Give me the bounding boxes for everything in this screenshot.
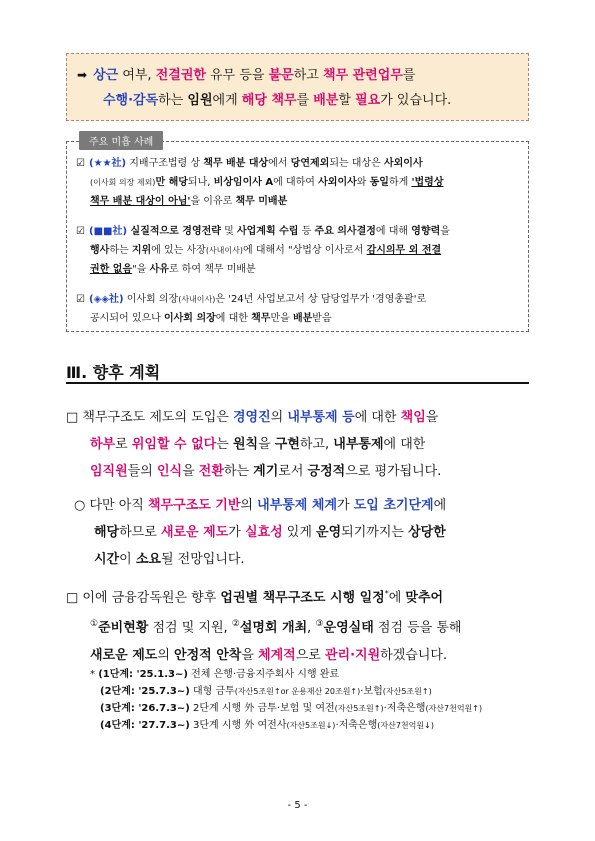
example-text: 이사회 의장 [163,313,216,324]
circle-bullet-icon: ○ [74,498,86,513]
paragraph-text: 임직원 [90,464,128,479]
example-item-1 [76,154,524,211]
example-text: 사유 [149,264,169,275]
paragraph-text: 운영 [316,525,342,540]
callout-line-2 [77,88,520,113]
paragraph-text: 으로 [295,647,325,663]
paragraph-text: 을 [182,464,199,479]
example-text: 만 해당 [155,177,188,188]
example-text: 에 대해서 "상법상 이사로서 [242,245,367,256]
page-number: - 5 - [287,800,308,811]
example-text: 되는 대상은 [329,158,384,169]
example-text: 등 [298,226,315,237]
paragraph-text: 는 [216,437,233,452]
footnote-marker: * [90,669,99,680]
paragraph-text: 새로운 제도 [160,525,229,540]
arrow-icon: ➡ [77,68,88,82]
example-text: 지배구조법령 상 [126,158,204,169]
paragraph-text: 점검 및 지원, [148,620,232,636]
footnote-text: 전체 은행·금융지주회사 시행 완료 [187,669,340,680]
footnote-text: ·보험 [360,686,383,697]
example-text: 비상임이사 A [213,177,274,188]
footnote-text: ·저축은행 [335,720,378,731]
example-text: 및 [220,226,237,237]
footnote-text: 2단계 시행 外 금투·보험 및 여전 [189,703,335,714]
paragraph-text: 관리·지원 [325,647,381,663]
schedule-footnotes [90,666,482,734]
example-text: 만을 [270,313,293,324]
example-text: 책무 [251,313,271,324]
paragraph-text: 내부통제 체계 [257,498,337,513]
example-text: 에 있는 사장 [151,245,206,256]
example-text: 영향력 [411,226,441,237]
paragraph-text: 맞추어 [405,590,444,606]
example-text: "을 [132,264,150,275]
paragraph-text: 가 [337,498,354,513]
paragraph-text: 의 [157,647,175,663]
paragraph-text: 시간 [94,552,120,567]
footnote-text: (자산5조원↓) [286,721,336,730]
checkbox-icon: ☑ [76,294,85,305]
example-text: '법령상 [411,177,444,188]
example-text: (사내이사) [178,295,216,304]
callout-text: 수행·감독 [103,93,159,108]
callout-text: 하는 [158,93,188,108]
example-text: 책무 배분 대상이 아님' [90,196,191,207]
paragraph-text: 이에 금융감독원은 향후 [78,590,221,606]
paragraph-text: 로 [115,437,132,452]
paragraph-text: 을 [241,647,259,663]
checkbox-icon: ☑ [76,226,85,237]
example-text: 은 '24년 사업보고서 상 담당업무가 '경영총괄'로 [215,294,427,305]
footnote-marker: * [384,589,389,598]
footnote-text: (자산7천억원↓) [377,721,434,730]
paragraph-text: 계기 [253,464,279,479]
callout-text: 를 [402,68,416,83]
paragraph-text: 안정적 안착 [174,647,242,663]
example-text: 에서 [268,158,291,169]
section-divider [66,382,529,384]
paragraph-text: 의 [270,410,288,425]
example-text: 사업계획 수립 [236,226,299,237]
paragraph-text: 로서 [278,464,308,479]
example-text: 책무 미배분 [235,196,288,207]
example-text: 책무 배분 대상 [203,158,269,169]
paragraph-text: 으로 평가됩니다. [345,464,442,479]
example-text: 받음 [312,313,332,324]
footnote-text: (4단계: '27.7.3~) [100,720,190,731]
callout-text: 전결권한 [155,68,206,83]
paragraph-text: 해당 [94,525,120,540]
example-text: 와 [356,177,370,188]
square-bullet-icon: □ [66,410,79,425]
paragraph-text: 에 대한 [354,410,401,425]
paragraph-2 [74,492,446,573]
paragraph-text: 준비현황 [98,620,149,636]
paragraph-text: 책무구조도 제도의 도입은 [78,410,233,425]
example-item-2 [76,222,524,279]
paragraph-text: 전환 [198,464,224,479]
paragraph-text: , [307,620,316,636]
paragraph-text: 내부통제 [333,437,384,452]
footnote-text: (자산7천억원↑) [425,704,483,713]
example-text: 실질적으로 경영전략 [127,226,221,237]
example-text: 사외이사 [383,158,423,169]
example-text: 동일 [369,177,389,188]
callout-line-1 [77,63,520,88]
paragraph-text: 의 [240,498,258,513]
paragraph-text: 있게 [282,525,317,540]
example-text: 배분 [292,313,313,324]
callout-text: 가 있습니다. [380,93,452,108]
paragraph-text: 가 [228,525,245,540]
callout-box [66,53,529,121]
paragraph-text: 책임 [400,410,426,425]
paragraph-text: 내부통제 등 [287,410,355,425]
example-text: 에 대하여 [273,177,319,188]
paragraph-text: 인식 [156,464,183,479]
paragraph-text: 다만 아직 [85,498,148,513]
callout-text: 에게 [212,93,242,108]
paragraph-text: 에 대한 [383,437,426,452]
example-text: 권한 없음 [90,264,133,275]
checkbox-icon: ☑ [76,158,85,169]
paragraph-text: 을 [425,410,439,425]
paragraph-text: 운영실태 [323,620,374,636]
example-mark: (◈◈社) [89,294,124,305]
example-text: 지위 [131,245,152,256]
paragraph-text: 새로운 제도 [90,647,158,663]
example-text: 이사회 의장 [123,294,179,305]
paragraph-text: 에 [433,498,447,513]
paragraph-text: 이 [119,552,136,567]
paragraph-text: 소요 [135,552,161,567]
callout-text: 필요 [355,93,381,108]
paragraph-text: 하므로 [119,525,161,540]
footnote-text: (3단계: '26.7.3~) [100,703,190,714]
paragraph-text: 체계적 [258,647,296,663]
circled-number: ② [231,619,240,630]
callout-text: 임원 [187,93,213,108]
example-text: 을 [440,226,450,237]
paragraph-text: 되기까지는 [341,525,409,540]
footnote-text: 3단계 시행 外 여전사 [189,720,287,731]
circled-number: ① [90,619,99,630]
section-title: Ⅲ. 향후 계획 [66,363,161,382]
example-text: 주요 의사결정 [314,226,376,237]
paragraph-text: 긍정적 [307,464,346,479]
paragraph-text: 하는 [223,464,254,479]
footnote-text: (2단계: '25.7.3~) [100,686,190,697]
paragraph-1 [66,404,441,485]
example-text: 에 대해 [375,226,412,237]
paragraph-text: 원칙 [232,437,259,452]
callout-text: 상근 [93,68,119,83]
paragraph-text: 상당한 [408,525,446,540]
circled-number: ③ [315,619,324,630]
paragraph-3 [66,580,462,669]
example-text: 감시의무 외 전결 [366,245,442,256]
callout-text: 해당 책무 [241,93,297,108]
example-mark: (■■社) [89,226,128,237]
footnote-text: (자산5조원↑or 운용재산 20조원↑) [234,687,361,696]
paragraph-text: 구현 [274,437,300,452]
example-text: 하는 [109,245,132,256]
example-text: 당연제외 [290,158,330,169]
example-text: 하게 [388,177,412,188]
footnote-text: (자산5조원↑) [334,704,384,713]
example-mark: (★★社) [89,158,127,169]
callout-text: 불문 [268,68,294,83]
paragraph-text: 하부 [90,437,116,452]
paragraph-text: 책무구조도 기반 [147,498,241,513]
callout-text: 책무 관련업무 [322,68,403,83]
paragraph-text: 위임할 수 없다 [131,437,217,452]
paragraph-text: 들의 [127,464,157,479]
paragraph-text: 경영진 [232,410,271,425]
example-text: 되나, [187,177,214,188]
example-text: 로 하여 책무 미배분 [168,264,256,275]
paragraph-text: 실효성 [244,525,283,540]
callout-text: 여부, [118,68,156,83]
paragraph-text: 될 전망입니다. [160,552,245,567]
footnote-text: ·저축은행 [383,703,426,714]
examples-tag: 주요 미흡 사례 [79,131,163,150]
example-item-3 [76,290,524,328]
paragraph-text: 업권별 책무구조도 시행 일정 [220,590,385,606]
example-text: 행사 [90,245,110,256]
example-text: 공시되어 있으나 [90,313,164,324]
callout-text: 유무 등을 [205,68,269,83]
example-text: 에 대한 [215,313,252,324]
paragraph-text: 설명회 개최 [239,620,308,636]
footnote-text: (자산5조원↑) [382,687,432,696]
paragraph-text: 하고, [299,437,334,452]
paragraph-text: 하겠습니다. [380,647,448,663]
paragraph-text: 에 [388,590,406,606]
callout-text: 를 [296,93,314,108]
footnote-text: (1단계: '25.1.3~) [98,669,188,680]
callout-text: 하고 [293,68,323,83]
example-text: 사외이사 [318,177,357,188]
example-text: 을 이유로 [190,196,236,207]
paragraph-text: 을 [258,437,275,452]
footnote-text: 대형 금투 [189,686,235,697]
square-bullet-icon: □ [66,590,79,606]
example-text: (이사회 의장 제외) [90,178,156,187]
example-text: (사내이사) [205,246,243,255]
callout-text: 할 [338,93,356,108]
callout-text: 배분 [313,93,339,108]
paragraph-text: 점검 등을 통해 [373,620,462,636]
paragraph-text: 도입 초기단계 [353,498,434,513]
